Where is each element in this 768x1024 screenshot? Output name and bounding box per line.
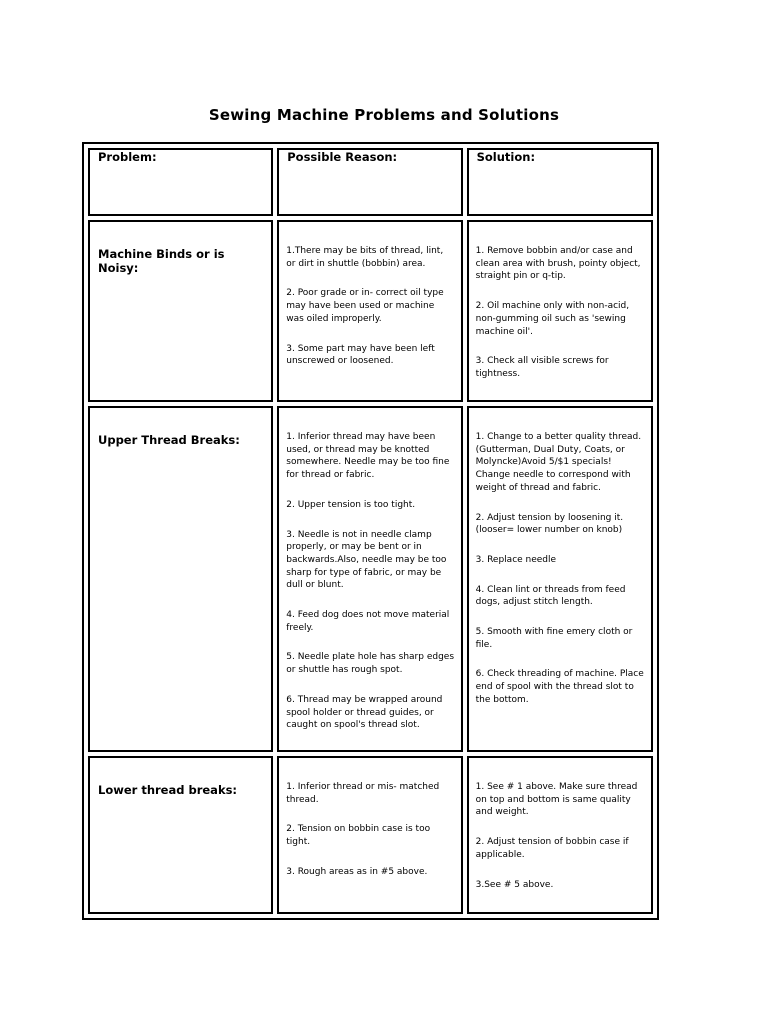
reason-item: 3. Rough areas as in #5 above. [286, 866, 428, 877]
solution-item: 1. See # 1 above. Make sure thread on top and bottom is same quality and weight. [475, 782, 638, 818]
solutions-cell [467, 406, 653, 752]
reason-item: 5. Needle plate hole has sharp edges or shuttle has rough spot. [286, 652, 455, 676]
reasons-cell [277, 220, 462, 402]
header-cell-reason [277, 148, 462, 216]
solution-item: 4. Clean lint or threads from feed dogs, adjust stitch length. [475, 584, 626, 608]
table-row [88, 406, 653, 752]
problem-cell [88, 220, 273, 402]
reason-item: 2. Upper tension is too tight. [286, 499, 416, 510]
solution-item: 3. Replace needle [475, 554, 557, 565]
reason-item: 1. Inferior thread may have been used, or thread may be knotted somewhere. Needle may be too fine for thread or fabric. [286, 432, 450, 481]
header-cell-solution [467, 148, 653, 216]
problems-table [82, 142, 659, 920]
solution-item: 2. Adjust tension by loosening it. (looser= lower number on knob) [475, 512, 624, 536]
header-problem: Problem: [98, 150, 157, 164]
reasons-cell [277, 756, 462, 914]
document-title: Sewing Machine Problems and Solutions [208, 106, 560, 124]
reason-item: 3. Needle is not in needle clamp properly, or may be bent or in backwards.Also, needle may be too sharp for type of fabric, or may be dull or blunt. [286, 529, 447, 591]
reason-item: 3. Some part may have been left unscrewed or loosened. [286, 343, 435, 367]
reason-item: 2. Poor grade or in- correct oil type may have been used or machine was oiled improperly. [286, 288, 444, 324]
solutions-cell [467, 756, 653, 914]
solution-item: 3.See # 5 above. [475, 879, 554, 890]
table-row [88, 220, 653, 402]
problem-label: Machine Binds or is Noisy: [98, 247, 225, 275]
problem-cell [88, 406, 273, 752]
header-solution: Solution: [476, 150, 536, 164]
solutions-cell [467, 220, 653, 402]
solution-item: 5. Smooth with fine emery cloth or file. [475, 627, 633, 650]
table-row [88, 756, 653, 914]
reason-item: 4. Feed dog does not move material freely. [286, 610, 450, 633]
reasons-cell [277, 406, 462, 752]
reason-item: 1. Inferior thread or mis- matched thread. [286, 782, 440, 805]
header-row [88, 148, 653, 216]
header-cell-problem [88, 148, 273, 216]
problem-cell [88, 756, 273, 914]
solution-item: 3. Check all visible screws for tightness. [475, 356, 609, 379]
problem-label: Upper Thread Breaks: [98, 433, 240, 447]
solution-item: 1. Change to a better quality thread. (Gutterman, Dual Duty, Coats, or Molyncke)Avoid 5/$1 specials! Change needle to correspond with weight of thread and fabric. [475, 432, 642, 493]
header-possible-reason: Possible Reason: [287, 150, 398, 164]
problem-label: Lower thread breaks: [98, 783, 238, 797]
reason-item: 1.There may be bits of thread, lint, or dirt in shuttle (bobbin) area. [286, 246, 444, 269]
solution-item: 2. Oil machine only with non-acid, non-gumming oil such as 'sewing machine oil'. [475, 301, 630, 337]
solution-item: 6. Check threading of machine. Place end of spool with the thread slot to the bottom. [475, 669, 644, 705]
reason-item: 2. Tension on bobbin case is too tight. [286, 824, 431, 848]
solution-item: 2. Adjust tension of bobbin case if applicable. [475, 837, 629, 860]
solution-item: 1. Remove bobbin and/or case and clean area with brush, pointy object, straight pin or q-tip. [475, 246, 641, 282]
reason-item: 6. Thread may be wrapped around spool holder or thread guides, or caught on spool's thread slot. [286, 694, 443, 731]
